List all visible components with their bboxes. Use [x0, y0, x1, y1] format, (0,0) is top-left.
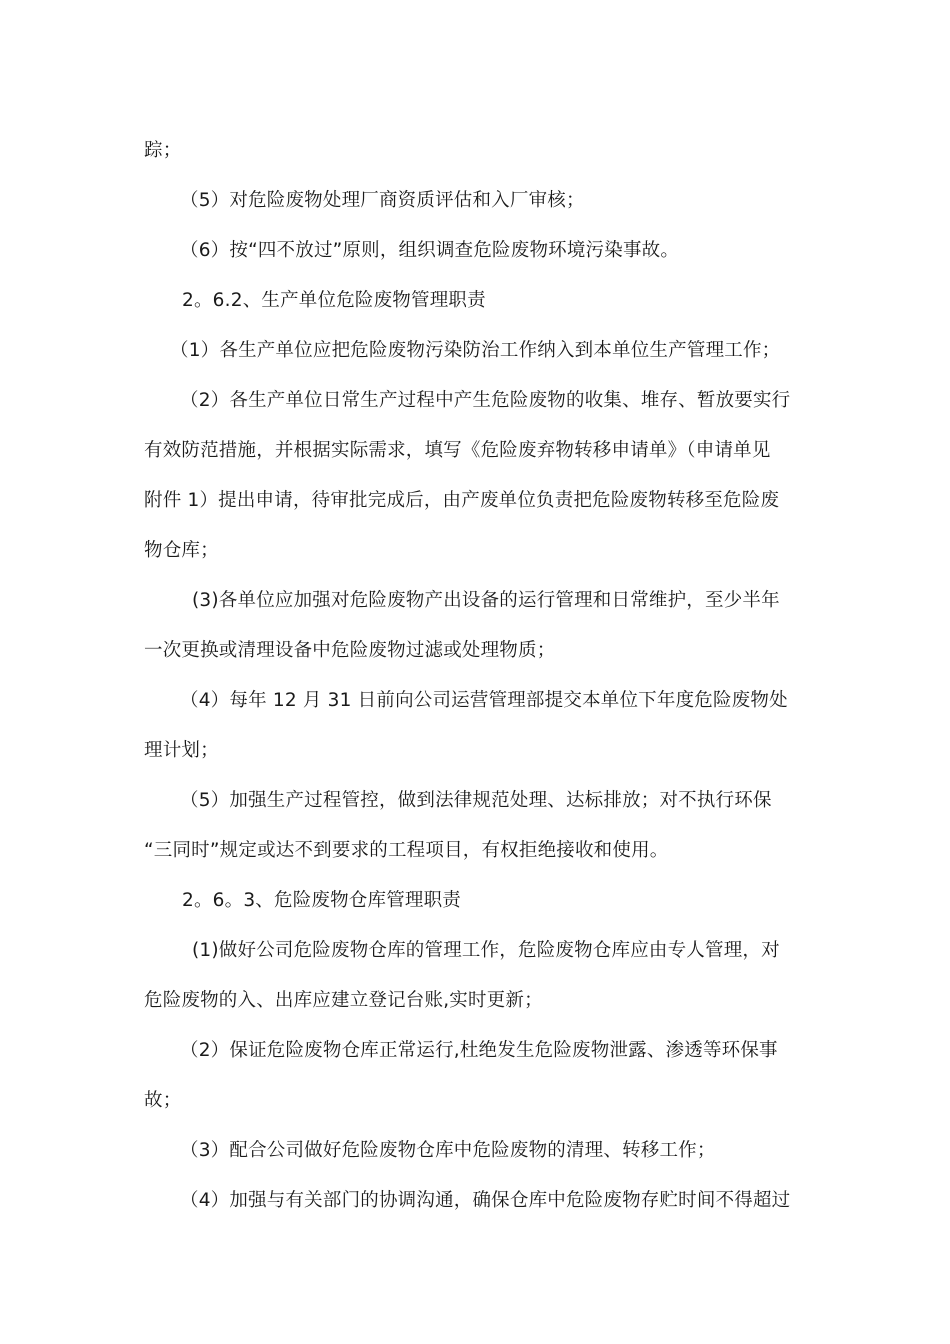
- list-item: （2）保证危险废物仓库正常运行,杜绝发生危险废物泄露、渗透等环保事: [180, 1040, 778, 1061]
- text-line: 危险废物的入、出库应建立登记台账,实时更新；: [144, 990, 543, 1011]
- list-item: （4）加强与有关部门的协调沟通，确保仓库中危险废物存贮时间不得超过: [180, 1190, 791, 1211]
- section-heading: 2。6.2、生产单位危险废物管理职责: [182, 290, 486, 311]
- text-line: 有效防范措施，并根据实际需求，填写《危险废弃物转移申请单》（申请单见: [144, 440, 771, 461]
- list-item: （4）每年 12 月 31 日前向公司运营管理部提交本单位下年度危险废物处: [180, 690, 788, 711]
- text-line: “三同时”规定或达不到要求的工程项目，有权拒绝接收和使用。: [144, 840, 669, 861]
- list-item: （2）各生产单位日常生产过程中产生危险废物的收集、堆存、暂放要实行: [180, 390, 791, 411]
- list-item: （3）配合公司做好危险废物仓库中危险废物的清理、转移工作；: [180, 1140, 716, 1161]
- list-item: （5）对危险废物处理厂商资质评估和入厂审核；: [180, 190, 585, 211]
- text-line: 理计划；: [144, 740, 219, 761]
- text-line: 故；: [144, 1090, 182, 1111]
- text-line: 一次更换或清理设备中危险废物过滤或处理物质；: [144, 640, 556, 661]
- text-line: 物仓库；: [144, 540, 219, 561]
- text-line: 踪；: [144, 140, 182, 161]
- list-item: (1)做好公司危险废物仓库的管理工作，危险废物仓库应由专人管理，对: [192, 940, 780, 961]
- list-item: （6）按“四不放过”原则，组织调查危险废物环境污染事故。: [180, 240, 680, 261]
- text-line: 附件 1）提出申请，待审批完成后，由产废单位负责把危险废物转移至危险废: [144, 490, 780, 511]
- list-item: （5）加强生产过程管控，做到法律规范处理、达标排放；对不执行环保: [180, 790, 772, 811]
- list-item: (3)各单位应加强对危险废物产出设备的运行管理和日常维护，至少半年: [192, 590, 780, 611]
- section-heading: 2。6。3、危险废物仓库管理职责: [182, 890, 462, 911]
- list-item: （1）各生产单位应把危险废物污染防治工作纳入到本单位生产管理工作；: [170, 340, 781, 361]
